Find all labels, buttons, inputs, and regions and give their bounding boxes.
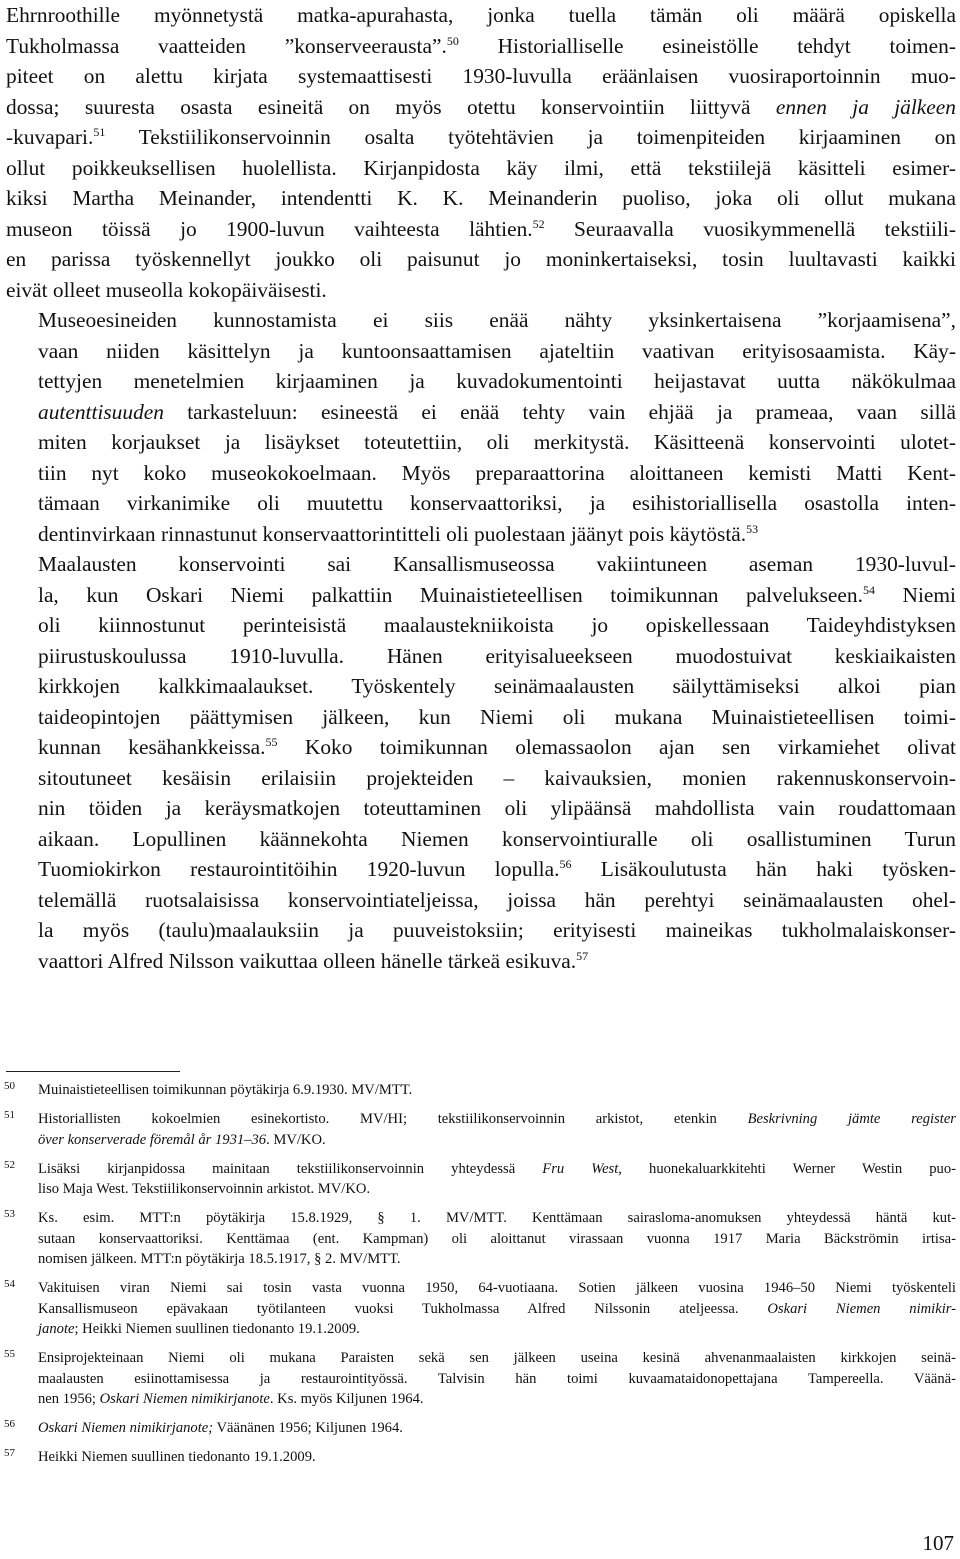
- text-line: piirustuskoulussa 1910-luvulla. Hänen erityisalueekseen muodostuivat keskiaikaisten: [38, 643, 956, 668]
- footnote-reference: 52: [532, 216, 545, 231]
- footnote-line: Historiallisten kokoelmien esinekortisto. MV/HI; tekstiilikonservoinnin arkistot, etenkin Beskrivning jämte register: [38, 1111, 956, 1127]
- italic-text: autenttisuuden: [38, 399, 164, 424]
- text-line: sitoutuneet kesäisin erilaisiin projekteiden – kaivauksien, monien rakennuskonservoin-: [38, 765, 956, 790]
- footnote-line: över konserverade föremål år 1931–36. MV/KO.: [38, 1131, 326, 1148]
- text-line: vaan niiden käsittelyn ja kuntoonsaattamisen ajateltiin vaativan erityisosaamista. Käy-: [38, 338, 956, 363]
- text-line: piteet on alettu kirjata systemaattisesti 1930-luvulla eräänlaisen vuosiraportoinnin muo-: [6, 64, 956, 88]
- footnote-line: Kansallismuseon epävakaan työtilanteen vuoksi Tukholmassa Alfred Nilssonin ateljeessa. Oskari Niemen nimikir-: [38, 1300, 957, 1317]
- text-line: vaattori Alfred Nilsson vaikuttaa olleen hänelle tärkeä esikuva.$^{57}$: [38, 948, 589, 973]
- text-line: kirkkojen kalkkimaalaukset. Työskentely seinämaalausten säilyttämiseksi alkoi pian: [38, 674, 956, 698]
- italic-text: Oskari Niemen nimikirjanote: [99, 1391, 270, 1407]
- italic-text: Fru West: [542, 1160, 619, 1177]
- text-line: dentinvirkaan rinnastunut konservaattorintitteli oli puolestaan jäänyt pois käytöstä.$^{53}$: [38, 521, 759, 546]
- footnote: [4, 1348, 956, 1410]
- footnote-line: Lisäksi kirjanpidossa mainitaan tekstiilikonservoinnin yhteydessä Fru West, huonekaluarkkitehti Werner Westin puo-: [38, 1160, 956, 1177]
- footnote-line: Muinaistieteellisen toimikunnan pöytäkirja 6.9.1930. MV/MTT.: [38, 1082, 413, 1098]
- paragraph: [6, 305, 956, 549]
- footnote-reference: 57: [576, 948, 589, 963]
- footnote-number: 52: [4, 1158, 15, 1171]
- footnote-number: 56: [4, 1418, 15, 1430]
- italic-text: över konserverade föremål år 1931–36: [38, 1131, 267, 1148]
- paragraph: [6, 549, 956, 976]
- text-line: tämaan virkanimike oli muutettu konservaattoriksi, ja esihistoriallisella osastolla inten-: [38, 491, 956, 515]
- text-line: dossa; suuresta osasta esineitä on myös otettu konservointiin liittyvä ennen ja jälkeen: [6, 94, 956, 119]
- footnote: [4, 1109, 956, 1150]
- footnote-reference: 54: [862, 582, 875, 597]
- footnote: [4, 1418, 956, 1439]
- footnote-number: 53: [4, 1208, 15, 1220]
- footnote: [4, 1278, 956, 1340]
- italic-text: Oskari Niemen nimikir-: [767, 1300, 957, 1317]
- footnote-reference: 56: [559, 857, 572, 871]
- footnote-reference: 55: [265, 735, 278, 749]
- footnote-line: nen 1956; Oskari Niemen nimikirjanote. Ks. myös Kiljunen 1964.: [38, 1391, 424, 1407]
- text-line: Tukholmassa vaatteiden ”konserveerausta”.$^{50}$ Historialliselle esineistölle tehdyt toimen-: [6, 33, 956, 58]
- text-line: en parissa työskennellyt joukko oli paisunut jo moninkertaiseksi, tosin luultavasti kaikki: [6, 247, 956, 271]
- text-line: tiin nyt koko museokokoelmaan. Myös preparaattorina aloittaneen kemisti Matti Kent-: [38, 460, 956, 485]
- page-number: 107: [922, 1531, 954, 1555]
- text-line: telemällä ruotsalaisissa konservointiateljeissa, joissa hän perehtyi seinämaalausten ohel-: [38, 887, 956, 912]
- text-line: aikaan. Lopullinen käännekohta Niemen konservointiuralle oli osallistuminen Turun: [38, 826, 956, 851]
- text-line: Ehrnroothille myönnetystä matka-apurahasta, jonka tuella tämän oli määrä opiskella: [6, 3, 956, 27]
- paragraph: [6, 0, 956, 305]
- italic-text: janote: [38, 1321, 75, 1337]
- text-line: taideopintojen päättymisen jälkeen, kun Niemi oli mukana Muinaistieteellisen toimi-: [38, 704, 956, 729]
- footnote-line: Vakituisen viran Niemi sai tosin vasta vuonna 1950, 64-vuotiaana. Sotien jälkeen vuosina 1946–50 Niemi työskenteli: [38, 1280, 956, 1296]
- text-line: ollut poikkeuksellisen huolellista. Kirjanpidosta käy ilmi, että tekstiilejä käsitteli esimer-: [6, 155, 956, 180]
- italic-text: Beskrivning jämte register: [747, 1111, 956, 1127]
- text-line: eivät olleet museolla kokopäiväisesti.: [6, 277, 327, 302]
- footnote-number: 57: [4, 1447, 15, 1459]
- footnote-reference: 53: [746, 521, 759, 536]
- text-line: la myös (taulu)maalauksiin ja puuveistoksiin; erityisesti maineikas tukholmalaiskonser-: [38, 918, 956, 942]
- italic-text: Oskari Niemen nimikirjanote;: [38, 1420, 214, 1436]
- footnote-line: maalausten esiinottamisessa ja restaurointityössä. Talvisin hän toimi kuvaamataidonopettajana Tampereella. Väänä-: [38, 1370, 956, 1387]
- text-line: la, kun Oskari Niemi palkattiin Muinaistieteellisen toimikunnan palvelukseen.$^{54}$ Niemi: [38, 582, 956, 607]
- text-line: tettyjen menetelmien kirjaaminen ja kuvadokumentointi heijastavat uutta näkökulmaa: [38, 369, 956, 393]
- footnote-line: Ks. esim. MTT:n pöytäkirja 15.8.1929, § 1. MV/MTT. Kenttämaan sairasloma-anomuksen yhteydessä häntä kut-: [38, 1210, 956, 1226]
- text-line: oli kiinnostunut perinteisistä maalaustekniikoista jo opiskellessaan Taideyhdistyksen: [38, 613, 956, 637]
- footnote-line: liso Maja West. Tekstiilikonservoinnin arkistot. MV/KO.: [38, 1181, 371, 1197]
- footnote-line: Heikki Niemen suullinen tiedonanto 19.1.2009.: [38, 1449, 316, 1465]
- footnote-number: 51: [4, 1109, 15, 1121]
- footnotes: [4, 1080, 956, 1476]
- footnote-divider: [6, 1071, 180, 1072]
- footnote: [4, 1080, 956, 1101]
- footnote: [4, 1447, 956, 1468]
- text-line: Museoesineiden kunnostamista ei siis enää nähty yksinkertaisena ”korjaamisena”,: [38, 308, 956, 332]
- text-line: Tuomiokirkon restaurointitöihin 1920-luvun lopulla.$^{56}$ Lisäkoulutusta hän haki työsken-: [38, 857, 956, 881]
- main-text: [6, 0, 956, 976]
- text-line: autenttisuuden tarkasteluun: esineestä ei enää tehty vain ehjää ja prameaa, vaan sillä: [38, 399, 956, 424]
- text-line: nin töiden ja keräysmatkojen toteuttaminen oli ylipäänsä mahdollista vain roudattomaan: [38, 796, 956, 820]
- footnote-number: 54: [4, 1278, 15, 1290]
- footnote-number: 55: [4, 1348, 15, 1360]
- footnote-number: 50: [4, 1080, 15, 1092]
- footnote: [4, 1208, 956, 1270]
- footnote-reference: 50: [446, 33, 459, 48]
- text-line: Maalausten konservointi sai Kansallismuseossa vakiintuneen aseman 1930-luvul-: [38, 552, 956, 576]
- footnote-line: Ensiprojekteinaan Niemi oli mukana Paraisten sekä sen jälkeen useina kesinä ahvenanmaalaisten kirkkojen seinä-: [38, 1350, 956, 1366]
- footnote-line: Oskari Niemen nimikirjanote; Väänänen 1956; Kiljunen 1964.: [38, 1420, 403, 1436]
- text-line: miten korjaukset ja lisäykset toteutettiin, oli merkitystä. Käsitteenä konservointi ulotet-: [38, 430, 956, 454]
- text-line: kunnan kesähankkeissa.$^{55}$ Koko toimikunnan olemassaolon ajan sen virkamiehet olivat: [38, 735, 957, 759]
- text-line: -kuvapari.$^{51}$ Tekstiilikonservoinnin osalta työtehtävien ja toimenpiteiden kirjaaminen on: [6, 125, 956, 149]
- text-line: museon töissä jo 1900-luvun vaihteesta lähtien.$^{52}$ Seuraavalla vuosikymmenellä tekstiili-: [6, 216, 956, 241]
- text-line: kiksi Martha Meinander, intendentti K. K. Meinanderin puoliso, joka oli ollut mukana: [6, 186, 956, 210]
- footnote-line: janote; Heikki Niemen suullinen tiedonanto 19.1.2009.: [38, 1321, 360, 1337]
- italic-text: ennen ja jälkeen: [775, 94, 956, 119]
- footnote-line: sutaan konservaattoriksi. Kenttämaa (ent. Kampman) oli aloittanut virassaan vuonna 1917 Maria Bäckströmin irtisa-: [38, 1230, 956, 1247]
- footnote-line: nomisen jälkeen. MTT:n pöytäkirja 18.5.1917, § 2. MV/MTT.: [38, 1251, 401, 1267]
- footnote: [4, 1159, 956, 1200]
- footnote-reference: 51: [93, 125, 106, 139]
